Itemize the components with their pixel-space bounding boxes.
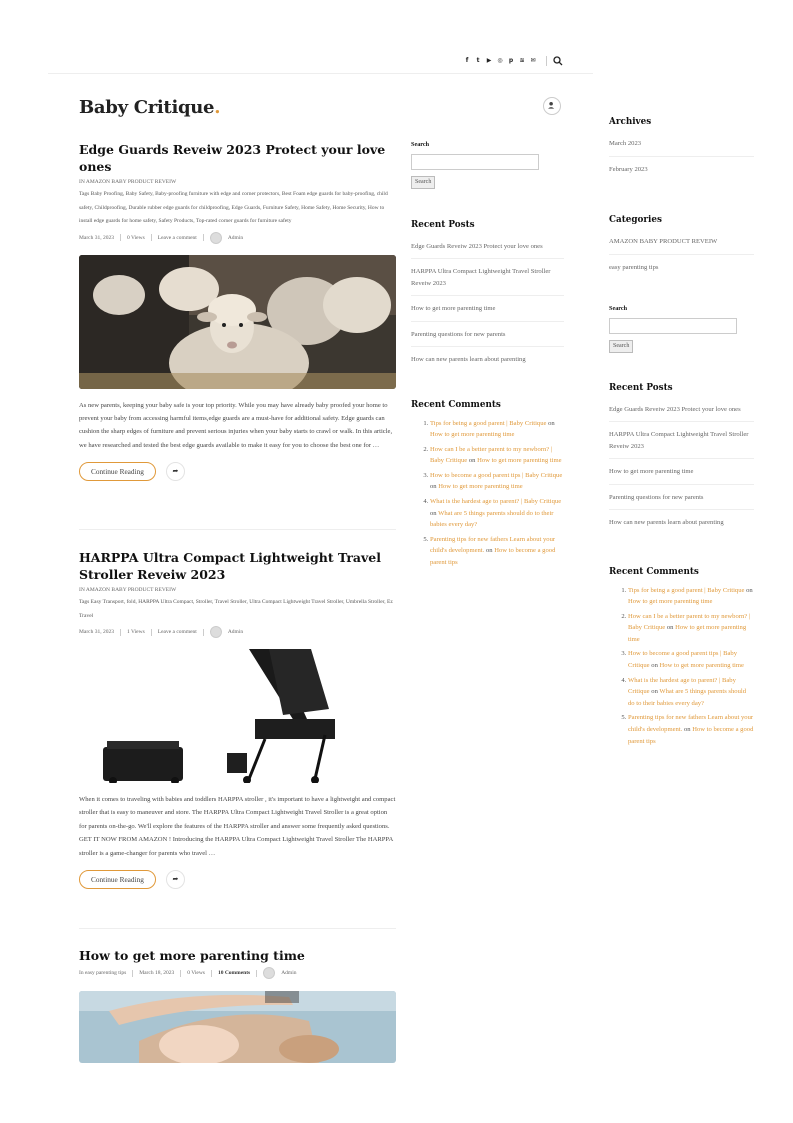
post-date: March 18, 2023 — [139, 970, 175, 976]
search-widget — [411, 141, 564, 189]
comment-post-link[interactable]: How to get more parenting time — [628, 598, 713, 606]
meta-separator — [120, 234, 121, 241]
recent-comment: 4. What is the hardest age to parent? | Baby Critique on What are 5 things parents should do to their babies every day? — [628, 675, 754, 710]
comment-post-link[interactable]: How to get more parenting time — [477, 457, 562, 465]
right-sidebar — [609, 117, 754, 750]
post-date: March 31, 2023 — [79, 629, 114, 635]
widget-title: Categories — [609, 215, 662, 225]
youtube-icon[interactable]: ▶ — [486, 57, 492, 64]
post-image-lambs[interactable] — [79, 255, 396, 389]
recent-post-link[interactable]: HARPPA Ultra Compact Lightweight Travel Stroller Reveiw 2023 — [411, 263, 564, 296]
post-excerpt: When it comes to traveling with babies and toddlers HARPPA stroller , it's important to have a lightweight and compact stroller that is easy to maneuver and store. The HARPPA Ultra Compact Lightweight Travel Stroller is a great option for parents on-the-go. We'll explore the features of the HARPPA stroller and answer some frequently asked questions. GET IT NOW FROM AMAZON ! Introducing the HARPPA Ultra Compact Lightweight Travel Stroller The HARPPA stroller is a game-changer for parents who travel … — [79, 796, 396, 857]
share-icon[interactable]: ➦ — [166, 870, 185, 889]
top-bar — [48, 48, 593, 74]
comment-post-link[interactable]: What are 5 things parents should do to their babies every day? — [430, 509, 554, 529]
comment-author-link[interactable]: How to become a good parent tips | Baby Critique — [430, 471, 563, 479]
categories-widget — [609, 215, 754, 279]
post-actions — [79, 462, 396, 481]
recent-comments-widget — [411, 400, 564, 569]
post-title[interactable]: HARPPA Ultra Compact Lightweight Travel Stroller Reveiw 2023 — [79, 550, 381, 582]
comment-post-link[interactable]: How to become a good parent tips — [628, 726, 754, 745]
meta-separator — [203, 234, 204, 241]
widget-title: Archives — [609, 117, 652, 127]
post-card — [79, 947, 396, 1063]
post-title[interactable]: Edge Guards Reveiw 2023 Protect your love ones — [79, 142, 386, 174]
archives-list — [609, 135, 754, 181]
widget-title: Search — [411, 141, 430, 148]
comment-author-link[interactable]: Parenting tips for new fathers Learn about your child's development. — [430, 535, 556, 555]
search-button[interactable]: Search — [411, 176, 435, 189]
widget-title: Recent Posts — [411, 219, 475, 230]
post-comments-link[interactable]: 10 Comments — [217, 970, 251, 976]
widget-title: Recent Comments — [609, 566, 699, 577]
comment-author-link[interactable]: Parenting tips for new fathers Learn about your child's development. — [628, 714, 754, 734]
recent-comment: 3. How to become a good parent tips | Baby Critique on How to get more parenting time — [430, 470, 564, 493]
post-meta — [79, 625, 396, 639]
meta-separator — [203, 629, 204, 636]
recent-comments-widget — [609, 567, 754, 748]
recent-comment: 5. Parenting tips for new fathers Learn about your child's development. on How to become a good parent tips — [628, 712, 754, 747]
avatar — [210, 232, 222, 244]
post-date: March 31, 2023 — [79, 234, 114, 241]
social-links — [463, 57, 537, 65]
category-link[interactable]: easy parenting tips — [609, 263, 659, 271]
comment-post-link[interactable]: What are 5 things parents should do to their babies every day? — [628, 688, 747, 707]
recent-posts-widget — [609, 383, 754, 535]
recent-post-link[interactable]: Parenting questions for new parents — [411, 326, 564, 348]
post-actions — [79, 870, 396, 889]
comment-post-link[interactable]: How to get more parenting time — [430, 431, 515, 439]
comment-author-link[interactable]: Tips for being a good parent | Baby Critique — [628, 586, 745, 594]
recent-post-link[interactable]: How can new parents learn about parenting — [609, 519, 724, 526]
widget-title: Recent Posts — [609, 382, 673, 393]
pinterest-icon[interactable]: p — [508, 57, 514, 64]
category-link[interactable]: easy parenting tips — [84, 970, 127, 976]
meta-separator — [151, 234, 152, 241]
continue-reading-button[interactable]: Continue Reading — [79, 462, 156, 481]
search-widget — [609, 305, 754, 353]
categories-list — [609, 233, 754, 279]
widget-title: Recent Comments — [411, 399, 501, 410]
archives-widget — [609, 117, 754, 181]
post-excerpt: As new parents, keeping your baby safe is your top priority. While you may have already baby proofed your home to prevent your baby from accessing harmful items,edge guards are a must-have for additional safety. Edge guards can cushion the sharp edges of furniture and prevent serious injuries when your baby starts to crawl or walk. In this article, we have researched and tested the best edge guards available to make it easy for you to choose the best one for … — [79, 401, 393, 449]
comment-post-link[interactable]: How to become a good parent tips — [430, 547, 556, 567]
instagram-icon[interactable]: ◎ — [497, 57, 503, 64]
rss-icon[interactable]: ≋ — [519, 57, 525, 64]
meta-separator — [132, 970, 133, 977]
meta-separator — [120, 629, 121, 636]
recent-posts-list — [609, 401, 754, 535]
search-input[interactable] — [411, 154, 539, 170]
meta-separator — [211, 970, 212, 977]
category-link[interactable]: AMAZON BABY PRODUCT REVEIW — [85, 179, 177, 185]
comment-post-link[interactable]: How to get more parenting time — [628, 624, 747, 643]
post-category: IN AMAZON BABY PRODUCT REVEIW — [79, 587, 177, 593]
post-author[interactable]: Admin — [281, 970, 297, 976]
search-input[interactable] — [609, 318, 737, 334]
post-meta — [79, 231, 396, 245]
recent-comments-list — [411, 418, 564, 569]
comment-author-link[interactable]: How to become a good parent tips | Baby Critique — [628, 650, 737, 670]
search-icon[interactable] — [552, 55, 564, 67]
meta-separator — [151, 629, 152, 636]
recent-comments-list — [609, 585, 754, 748]
topbar-divider — [546, 56, 547, 66]
post-divider — [79, 529, 396, 530]
archive-link[interactable]: March 2023 — [609, 135, 754, 157]
post-views: 0 Views — [187, 970, 205, 976]
post-image-stroller[interactable] — [79, 649, 396, 783]
facebook-icon[interactable]: f — [465, 57, 469, 64]
recent-post-link[interactable]: How to get more parenting time — [609, 463, 754, 485]
recent-comment: 1. Tips for being a good parent | Baby Critique on How to get more parenting time — [430, 418, 564, 441]
recent-comment: 5. Parenting tips for new fathers Learn about your child's development. on How to become a good parent tips — [430, 534, 564, 569]
post-divider — [79, 928, 396, 929]
recent-comment: 2. How can I be a better parent to my newborn? | Baby Critique on How to get more parenting time — [628, 611, 754, 646]
middle-sidebar — [411, 141, 564, 572]
share-icon[interactable]: ➦ — [166, 462, 185, 481]
recent-posts-list — [411, 238, 564, 372]
comment-post-link[interactable]: How to get more parenting time — [659, 662, 744, 670]
recent-post-link[interactable]: Edge Guards Reveiw 2023 Protect your love ones — [411, 238, 564, 260]
post-comments-link[interactable]: Leave a comment — [157, 629, 197, 635]
post-image-baby[interactable] — [79, 991, 396, 1063]
comment-post-link[interactable]: How to get more parenting time — [438, 483, 523, 491]
email-icon[interactable]: ✉ — [530, 57, 536, 64]
continue-reading-button[interactable]: Continue Reading — [79, 870, 156, 889]
twitter-icon[interactable]: t — [476, 57, 480, 64]
avatar — [210, 626, 222, 638]
comment-author-link[interactable]: How can I be a better parent to my newborn? | Baby Critique — [628, 612, 751, 632]
recent-comment: 2. How can I be a better parent to my newborn? | Baby Critique on How to get more parenting time — [430, 444, 564, 467]
site-logo[interactable]: Baby Critique. — [79, 97, 221, 118]
meta-separator — [256, 970, 257, 977]
post-tags[interactable]: Tags Easy Transport, fold, HARPPA Ultra Compact, Stroller, Travel Stroller, Ultra Compact Lightweight Travel Stroller, Umbrella Stroller, Ez Travel — [79, 599, 393, 619]
post-category: IN AMAZON BABY PRODUCT REVEIW — [79, 179, 177, 185]
post-tags[interactable]: Tags Baby Proofing, Baby Safety, Baby-proofing furniture with edge and corner protectors, Best Foam edge guards for baby-proofing, child safety, Childproofing, Durable rubber edge guards for childproofing, Edge Guards, Furniture Safety, Home Safety, Home Security, How to install edge guards for home safety, Safety Products, Top-rated corner guards for furniture safety — [79, 191, 388, 224]
recent-post-link[interactable]: Edge Guards Reveiw 2023 Protect your love ones — [609, 401, 754, 423]
comment-author-link[interactable]: Tips for being a good parent | Baby Critique — [430, 419, 547, 427]
user-icon[interactable] — [543, 97, 561, 115]
recent-comment: 4. What is the hardest age to parent? | Baby Critique on What are 5 things parents should do to their babies every day? — [430, 496, 564, 531]
meta-separator — [180, 970, 181, 977]
comment-author-link[interactable]: What is the hardest age to parent? | Baby Critique — [628, 676, 736, 696]
post-views: 0 Views — [126, 234, 145, 241]
recent-post-link[interactable]: How can new parents learn about parenting — [411, 356, 526, 363]
recent-post-link[interactable]: Parenting questions for new parents — [609, 489, 754, 511]
comment-author-link[interactable]: How can I be a better parent to my newborn? | Baby Critique — [430, 445, 553, 465]
post-card — [79, 141, 396, 481]
post-author[interactable]: Admin — [227, 629, 244, 635]
category-link[interactable]: AMAZON BABY PRODUCT REVEIW — [609, 233, 754, 255]
recent-post-link[interactable]: HARPPA Ultra Compact Lightweight Travel Stroller Reveiw 2023 — [609, 426, 754, 459]
post-meta — [79, 966, 396, 980]
post-title[interactable]: How to get more parenting time — [79, 948, 305, 963]
recent-comment: 1. Tips for being a good parent | Baby Critique on How to get more parenting time — [628, 585, 754, 608]
recent-post-link[interactable]: How to get more parenting time — [411, 300, 564, 322]
widget-title: Search — [609, 305, 628, 312]
search-button[interactable]: Search — [609, 340, 633, 353]
post-author[interactable]: Admin — [227, 234, 244, 241]
archive-link[interactable]: February 2023 — [609, 165, 648, 173]
post-card — [79, 549, 396, 889]
post-comments-link[interactable]: Leave a comment — [157, 234, 197, 241]
post-views: 1 Views — [126, 629, 145, 635]
comment-author-link[interactable]: What is the hardest age to parent? | Baby Critique — [430, 498, 562, 506]
recent-posts-widget — [411, 220, 564, 372]
post-category: In easy parenting tips — [79, 970, 127, 976]
avatar — [263, 967, 275, 979]
category-link[interactable]: AMAZON BABY PRODUCT REVEIW — [85, 587, 177, 593]
recent-comment: 3. How to become a good parent tips | Baby Critique on How to get more parenting time — [628, 648, 754, 671]
